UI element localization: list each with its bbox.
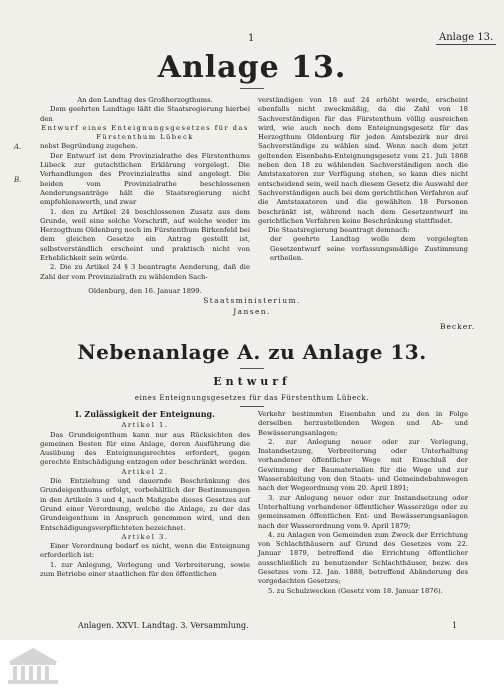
draft-heading: Entwurf (213, 375, 291, 388)
request-text: der geehrte Landtag wolle dem vorgelegten Gesetzentwurf seine verfassungsmäßige Zustimmung ertheilen. (270, 235, 468, 263)
article-2-text: Die Entziehung und dauernde Beschränkung des Grundeigenthums erfolgt, vorbehältlich der Bestimmungen in den Artikeln 3 und 4, nach Maßgabe dieses Gesetzes auf Grund einer Verordnung, welche die Anlage, zu der das Grundeigenthum in Anspruch genommen wird, und den Entschädigungsverpflichteten bezeichnet. (40, 477, 250, 532)
paragraph-1: Der Entwurf ist dem Provinzialrathe des Fürstenthums Lübeck zur gutachtlichen Erklärung vorgelegt. Die Verhandlungen des Provinzialraths sind angelegt. Die beiden vom Provinzialrathe beschlossenen Aenderungsanträge hält die Staatsregierung nicht empfehlenswerth, und zwar (40, 151, 250, 207)
margin-mark-b: B. (14, 176, 22, 184)
left-column (40, 96, 250, 296)
article-3-item-4: 4. zu Anlagen von Gemeinden zum Zweck der Errichtung von Schlachthäusern auf Grund des Gesetzes vom 22. Januar 1879, betreffend die Errichtung öffentlicher ausschließlich zu benutzender Schlachthäuser, bezw. des Gesetzes vom 12. Jan. 1888, betreffend Abänderung des vorgedachten Gesetzes; (258, 530, 468, 586)
law-right-column (258, 410, 468, 596)
annex-title-rule (240, 368, 264, 369)
title-rule (240, 88, 264, 89)
page-number: 1 (248, 33, 255, 44)
draft-title: Entwurf eines Enteignungsgesetzes für das Fürstenthum Lübeck (41, 123, 249, 142)
footer-page-number: 1 (452, 621, 458, 630)
intro-line: Dem geehrten Landtage läßt die Staatsregierung hierbei den (40, 105, 250, 123)
library-footer-band (0, 640, 504, 690)
article-2-heading: Artikel 2. (121, 467, 169, 476)
date-line: Oldenburg, den 16. Januar 1899. (88, 286, 202, 295)
section-heading: I. Zulässigkeit der Enteignung. (75, 409, 215, 419)
list-item-2: 2. Die zu Artikel 24 § 3 beantragte Aenderung, daß die Zahl der vom Provinzialrath zu wählenden Sach- (40, 263, 250, 281)
article-3-item-1: 1. zur Anlegung, Verlegung und Verbreiterung, sowie zum Betriebe einer staatlichen für den öffentlichen (40, 560, 250, 579)
paragraph-continued: verständigen von 18 auf 24 erhöht werde, erscheint ebenfalls nicht zweckmäßig, da die Zahl von 18 Sachverständigen für das Fürstenthum völlig ausreichen wird, wie auch noch dem Enteignungsgesetz für das Herzogthum Oldenburg für jeden Amtsbezirk nur drei Sachverständige zu wählen sind. Wenn nach dem jetzt geltenden Eisenbahn-Enteignungsgesetz vom 21. Juli 1868 neben den 18 zu wählenden Sachverständigen noch die Amtstaxatoren zur Verfügung stehen, so kann dies nicht entscheidend sein, weil nach diesem Gesetz die Auswahl der Sachverständigen auch bei dem gerichtlichen Verfahren auf die Amtstaxatoren und die gewählten 18 Personen beschränkt ist, während nach dem Gesetzentwurf im gerichtlichen Verfahren keine Beschränkung stattfindet. (258, 96, 468, 225)
list-item-1: 1. den zu Artikel 24 beschlossenen Zusatz aus dem Grunde, weil eine solche Vorschrift, auf welche weder im Herzogthum Oldenburg noch im Fürstenthum Birkenfeld bei dem gleichen Gesetze ein Antrag gestellt ist, selbstverständlich erscheint und praktisch nicht von Erheblichkeit sein würde. (40, 207, 250, 263)
paragraph-2: Die Staatsregierung beantragt demnach: (268, 226, 410, 235)
article-1-text: Das Grundeigenthum kann nur aus Rücksichten des gemeinen Besten für eine Anlage, deren Ausführung die Ausübung des Enteignungsrechtes erfordert, gegen gerechte Entschädigung entzogen oder beschränkt werden. (40, 430, 250, 467)
article-3-item-2: 2. zur Anlegung neuer oder zur Verlegung, Instandsetzung, Verbreiterung oder Unterhaltung vorhandener öffentlicher Wege mit Einschluß der Gewinnung der Baumaterialien für die Wege und zur Wasserableitung von den Staats- und Gemeindebahnwegen nach der Wegeordnung vom 20. April 1891; (258, 437, 468, 493)
footer-citation: Anlagen. XXVI. Landtag. 3. Versammlung. (78, 621, 249, 630)
signatory-name: Jansen. (233, 307, 271, 316)
article-3-text: Einer Verordnung bedarf es nicht, wenn die Enteignung erforderlich ist: (40, 542, 250, 560)
intro-line-2: nebst Begründung zugehen. (40, 142, 138, 151)
margin-mark-a: A. (14, 143, 22, 151)
cosignatory-name: Becker. (440, 322, 476, 331)
page-title: Anlage 13. (157, 50, 347, 85)
address-line: An den Landtag des Großherzogthums. (77, 96, 213, 104)
ministry-signature: Staatsministerium. (203, 296, 301, 305)
subtitle-rule (240, 406, 264, 407)
annex-label: Anlage 13. (436, 32, 496, 45)
annex-title: Nebenanlage A. zu Anlage 13. (77, 340, 427, 364)
article-3-item-3: 3. zur Anlegung neuer oder zur Instandsetzung oder Unterhaltung vorhandener öffentlicher Wasserzüge oder zu gemeinsamen öffentlichen Ent- und Bewässerungsanlagen nach der Wasserordnung vom 9. April 1879; (258, 493, 468, 530)
library-building-logo (6, 644, 60, 686)
right-column (258, 96, 468, 263)
article-1-heading: Artikel 1. (121, 421, 169, 430)
item-1-continued: Verkehr bestimmten Eisenbahn und zu den in Folge derselben herzustellenden Wegen und Ab- und Bewässerungsanlagen; (258, 410, 468, 437)
law-left-column (40, 410, 250, 579)
article-3-heading: Artikel 3. (121, 532, 169, 541)
article-3-item-5: 5. zu Schulzwecken (Gesetz vom 18. Januar 1876). (268, 586, 443, 595)
draft-subtitle: eines Enteignungsgesetzes für das Fürstenthum Lübeck. (134, 394, 370, 402)
